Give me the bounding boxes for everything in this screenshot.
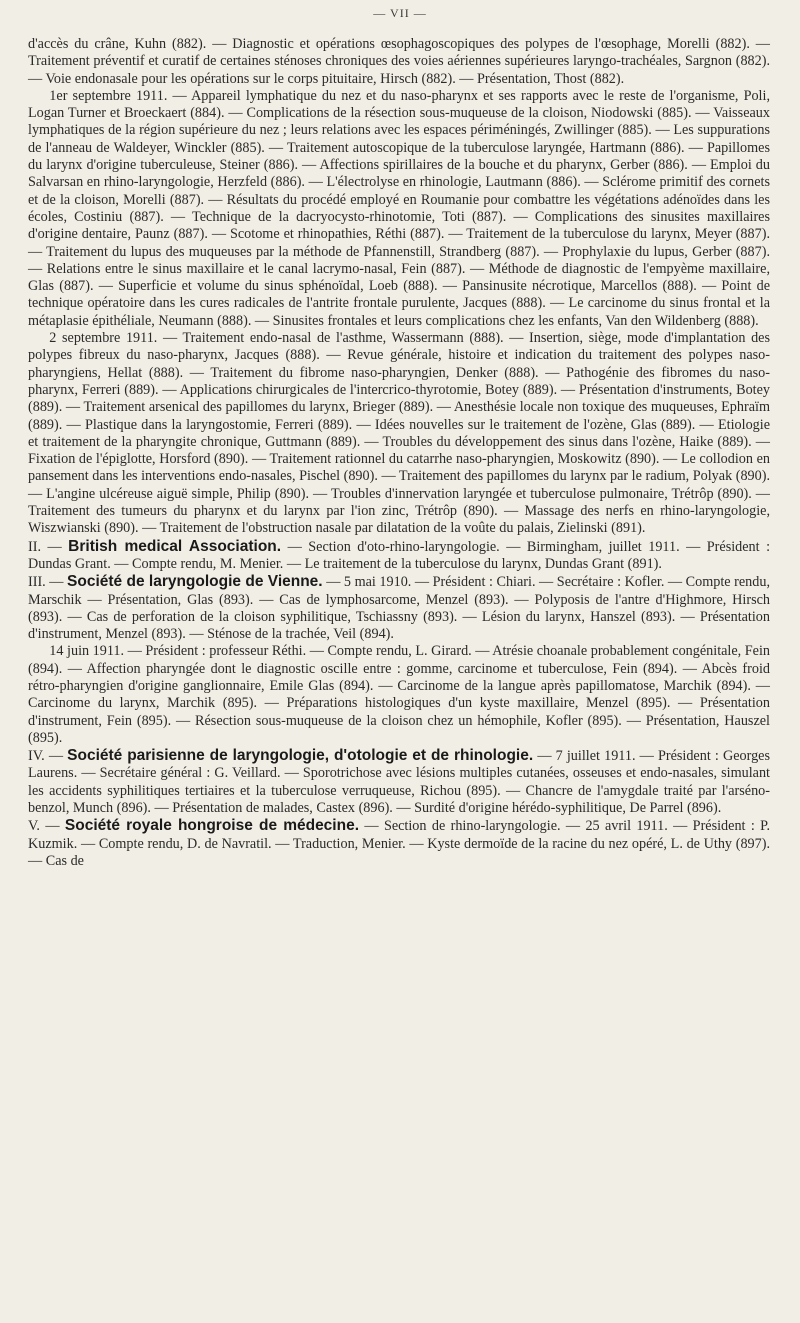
section-societe-hongroise [28,817,770,870]
section-heading: British medical Association. [68,537,282,555]
paragraph-continued: d'accès du crâne, Kuhn (882). — Diagnostic et opérations œsophagoscopiques des polypes de l'œsophage, Morelli (882). — Traitement préventif et curatif de certaines sténoses chroniques des voies aériennes supérieures laryngo-trachéales, Sargnon (882). — Voie endonasale pour les opérations sur le corps pituitaire, Hirsch (882). — Présentation, Thost (882). [28,36,770,87]
section-number: III. — [28,574,64,591]
section-british-medical-association [28,538,770,574]
section-societe-vienne [28,573,770,643]
section-text: — 7 juillet 1911. — Président : Georges Laurens. — Secrétaire général : G. Veillard. — Sporotrichose avec lésions multiples cutanées, osseuses et endo-nasales, simulant les accidents syphilitiques tertiaires et la tuberculose verruqueuse, Richou (895). — Chancre de l'amygdale traité par l'arséno-benzol, Munch (896). — Présentation de malades, Castex (896). — Surdité d'origine hérédo-syphilitique, De Parrel (896). [28,748,771,817]
section-number: II. — [28,538,62,555]
section-heading: Société parisienne de laryngologie, d'otologie et de rhinologie. [67,747,534,765]
section-text: — Section d'oto-rhino-laryngologie. — Birmingham, juillet 1911. — Président : Dundas Grant. — Compte rendu, M. Menier. — Le traitement de la tuberculose du larynx, Dundas Grant (891). [28,538,771,572]
paragraph-2-september: 2 septembre 1911. — Traitement endo-nasal de l'asthme, Wassermann (888). — Insertion, siège, mode d'implantation des polypes fibreux du naso-pharynx, Jacques (888). — Revue générale, histoire et indication du traitement des polypes naso-pharyngiens, Hellat (888). — Traitement du fibrome naso-pharyngien, Denker (888). — Pathogénie des fibromes du naso-pharynx, Ferreri (889). — Applications chirurgicales de l'intercrico-thyrotomie, Botey (889). — Présentation d'instruments, Botey (889). — Traitement arsenical des papillomes du larynx, Brieger (889). — Anesthésie locale non toxique des muqueuses, Ephraïm (889). — Plastique dans la laryngostomie, Ferreri (889). — Idées nouvelles sur le traitement de l'ozène, Glas (889). — Etiologie et traitement de la pharyngite chronique, Guttmann (889). — Troubles du développement des sinus dans l'ozène, Haike (889). — Fixation de l'épiglotte, Horsford (890). — Traitement rationnel du catarrhe naso-pharyngien, Moskowitz (890). — Le collodion en pansement dans les interventions endo-nasales, Pischel (890). — Traitement des papillomes du larynx par le radium, Polyak (890). — L'angine ulcéreuse aiguë simple, Philip (890). — Troubles d'innervation laryngée et tuberculose pulmonaire, Trétrôp (890). — Traitement des tumeurs du pharynx et du larynx par l'ion zinc, Trétrôp (890). — Massage des nerfs en rhino-laryngologie, Wiszwianski (890). — Traitement de l'obstruction nasale par dilatation de la voûte du palais, Zielinski (891). [28,330,770,537]
section-number: V. — [28,818,60,835]
section-text: — Section de rhino-laryngologie. — 25 avril 1911. — Président : P. Kuzmik. — Compte rendu, D. de Navratil. — Traduction, Menier. — Kyste dermoïde de la racine du nez opéré, L. de Uthy (897). — Cas de [28,818,771,869]
page-number: — VII — [373,6,427,20]
document-body [28,36,770,870]
section-heading: Société de laryngologie de Vienne. [67,573,323,591]
paragraph-1-september: 1er septembre 1911. — Appareil lymphatique du nez et du naso-pharynx et ses rapports avec le reste de l'organisme, Poli, Logan Turner et Broeckaert (884). — Complications de la résection sous-muqueuse de la cloison, Niodowski (885). — Vaisseaux lymphatiques de la région supérieure du nez ; leurs relations avec les espaces périméningés, Zwillinger (885). — Les suppurations de l'anneau de Waldeyer, Winckler (885). — Traitement autoscopique de la tuberculose laryngée, Hartmann (886). — Papillomes du larynx d'origine tuberculeuse, Steiner (886). — Affections spirillaires de la bouche et du pharynx, Gerber (886). — Emploi du Salvarsan en rhino-laryngologie, Herzfeld (886). — L'électrolyse en rhinologie, Lautmann (886). — Sclérome primitif des cornets et de la cloison, Morelli (887). — Résultats du procédé employé en Roumanie pour combattre les végétations adénoïdes dans les écoles, Costiniu (887). — Technique de la dacryocysto-rhinotomie, Toti (887). — Complications des sinusites maxillaires d'origine dentaire, Paunz (887). — Scotome et rhinopathies, Réthi (887). — Traitement de la tuberculose du larynx, Meyer (887). — Traitement du lupus des muqueuses par la méthode de Pfannenstill, Strandberg (887). — Prophylaxie du lupus, Gerber (887). — Relations entre le sinus maxillaire et le canal lacrymo-nasal, Fein (887). — Méthode de diagnostic de l'empyème maxillaire, Glas (887). — Superficie et volume du sinus sphénoïdal, Loeb (888). — Pansinusite nécrotique, Marcellos (888). — Point de technique opératoire dans les cures radicales de l'antrite frontale purulente, Jacques (888). — Le carcinome du sinus frontal et la métaplasie épithéliale, Neumann (888). — Sinusites frontales et leurs complications chez les enfants, Van den Wildenberg (888). [28,87,770,329]
section-number: IV. — [28,748,64,765]
section-societe-parisienne [28,747,770,817]
paragraph-14-juin: 14 juin 1911. — Président : professeur Réthi. — Compte rendu, L. Girard. — Atrésie choanale probablement congénitale, Fein (894). — Affection pharyngée dont le diagnostic oscille entre : gomme, carcinome et tuberculose, Fein (894). — Abcès froid rétro-pharyngien d'origine ganglionnaire, Emile Glas (894). — Carcinome de la langue après papillomatose, Marchik (894). — Carcinome du larynx, Marchik (895). — Préparations histologiques d'un kyste maxillaire, Menzel (895). — Présentation d'instrument, Fein (895). — Résection sous-muqueuse de la cloison chez un hémophile, Kofler (895). — Présentation, Hauszel (895). [28,643,770,746]
section-heading: Société royale hongroise de médecine. [64,817,360,835]
section-text: — 5 mai 1910. — Président : Chiari. — Secrétaire : Kofler. — Compte rendu, Marschik — Présentation, Glas (893). — Cas de lymphosarcome, Menzel (893). — Polyposis de l'antre d'Highmore, Hirsch (893). — Cas de perforation de la cloison syphilitique, Tschiassny (893). — Lésion du larynx, Hanszel (893). — Présentation d'instrument, Menzel (893). — Sténose de la trachée, Veil (894). [28,574,770,643]
